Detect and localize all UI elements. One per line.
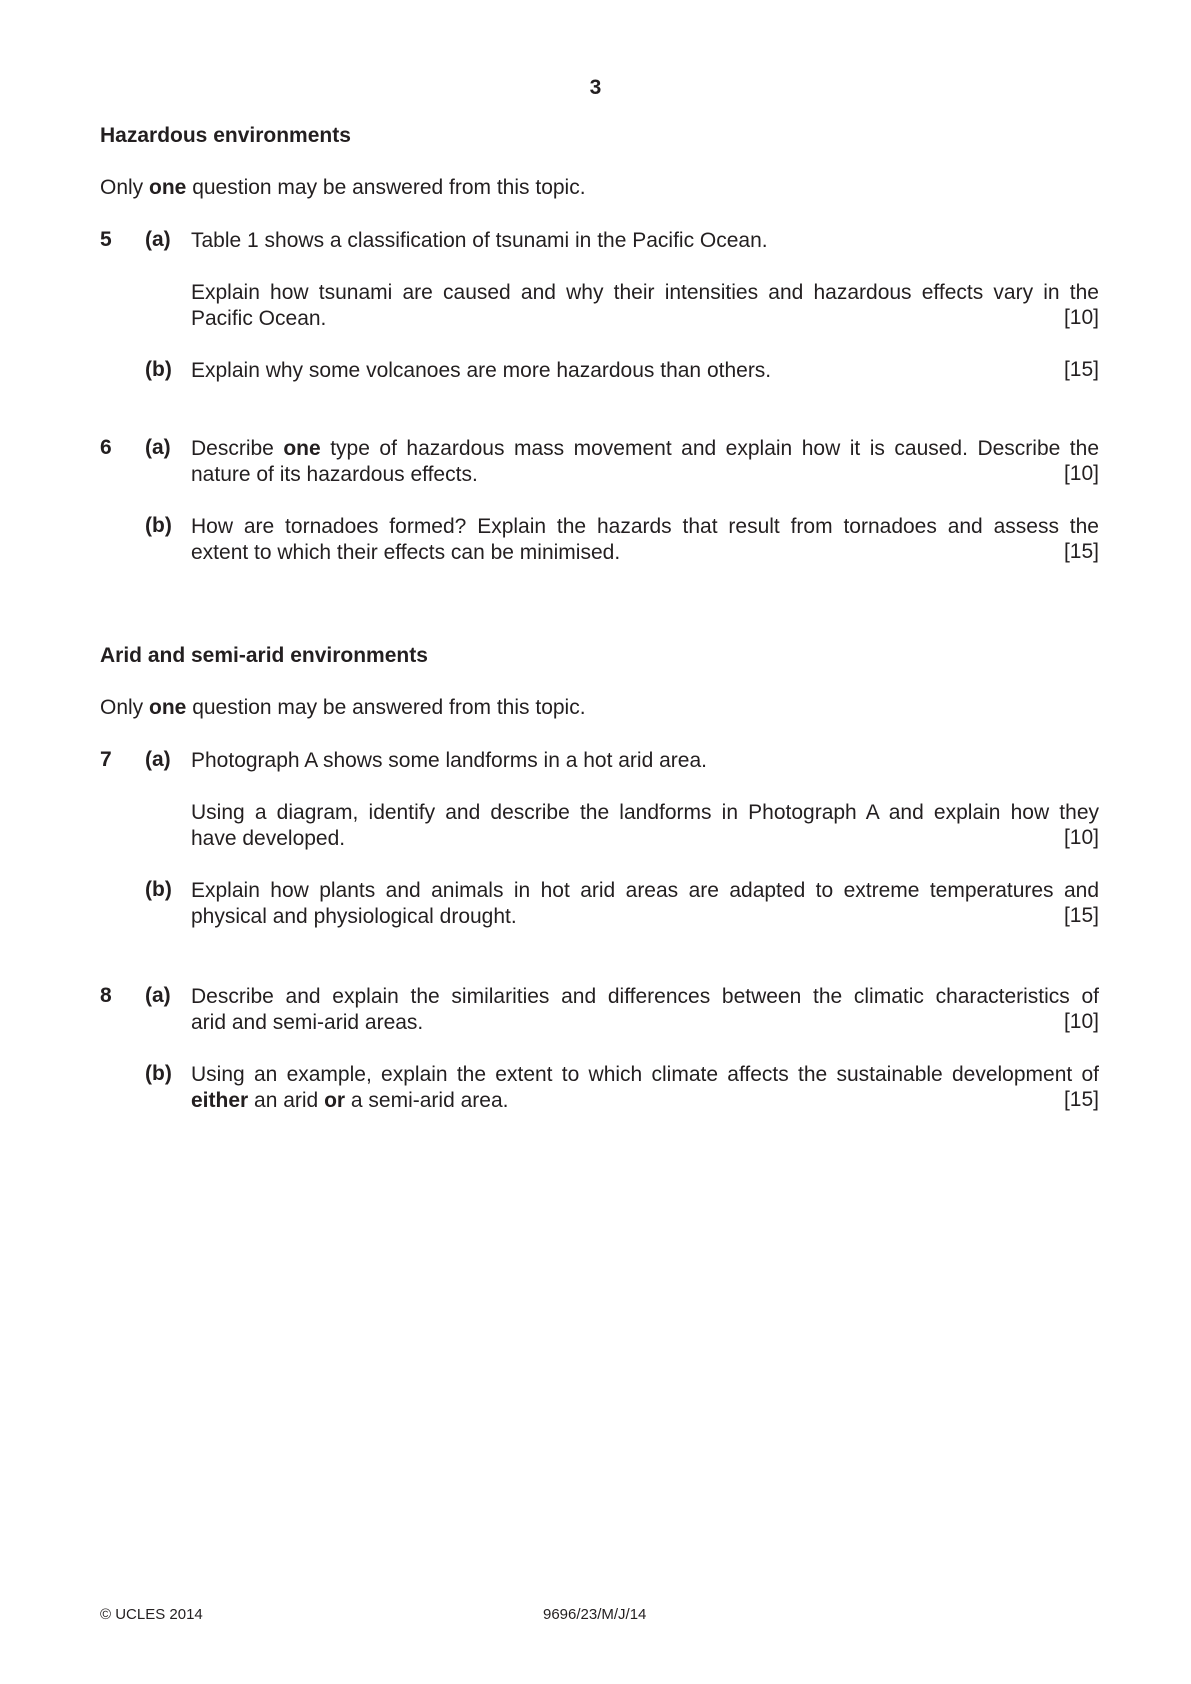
question-number-7: 7: [100, 748, 112, 771]
marks-6a: [10]: [1063, 462, 1099, 485]
text-line: How are tornadoes formed? Explain the hazards that result from tornadoes and assess the: [191, 515, 1099, 538]
text-bold: one: [283, 437, 321, 460]
section-intro-hazardous: [100, 176, 586, 200]
text-bold: or: [324, 1089, 346, 1112]
marks-8b: [15]: [1063, 1088, 1099, 1111]
marks-5b: [15]: [1063, 358, 1099, 381]
intro-bold: one: [149, 176, 187, 199]
marks-7b: [15]: [1063, 904, 1099, 927]
text-line: Using a diagram, identify and describe the landforms in Photograph A and explain how they: [191, 801, 1099, 824]
part-label-5b: (b): [145, 358, 172, 381]
section-heading-hazardous: Hazardous environments: [100, 124, 351, 147]
question-7a-stem: Photograph A shows some landforms in a hot arid area.: [191, 749, 707, 772]
marks-6b: [15]: [1063, 540, 1099, 563]
text-run: Describe: [191, 437, 284, 460]
marks-8a: [10]: [1063, 1010, 1099, 1033]
text-line: physical and physiological drought.: [191, 905, 517, 928]
question-7a-text: [191, 800, 1099, 852]
text-run: a semi-arid area.: [345, 1089, 509, 1112]
text-line: extent to which their effects can be minimised.: [191, 541, 621, 564]
footer-paper-code: 9696/23/M/J/14: [543, 1606, 647, 1623]
text-line: have developed.: [191, 827, 346, 850]
question-5a-stem: Table 1 shows a classification of tsunami in the Pacific Ocean.: [191, 229, 768, 252]
intro-text: question may be answered from this topic.: [186, 176, 586, 199]
text-line: [191, 1088, 1099, 1114]
question-8b-text: [191, 1062, 1099, 1114]
section-intro-arid: [100, 696, 586, 720]
question-5b-text: Explain why some volcanoes are more hazardous than others.: [191, 359, 772, 382]
question-8a-text: [191, 984, 1099, 1036]
intro-text: Only: [100, 176, 150, 199]
text-line: [191, 436, 1099, 462]
text-line: nature of its hazardous effects.: [191, 463, 478, 486]
text-line: arid and semi-arid areas.: [191, 1011, 424, 1034]
text-run: an arid: [248, 1089, 325, 1112]
question-7b-text: [191, 878, 1099, 930]
question-6b-text: [191, 514, 1099, 566]
text-run: type of hazardous mass movement and explain how it is caused. Describe the: [320, 437, 1099, 460]
footer-copyright: © UCLES 2014: [100, 1606, 203, 1623]
page-number: 3: [589, 76, 602, 99]
question-number-6: 6: [100, 436, 112, 459]
part-label-7b: (b): [145, 878, 172, 901]
part-label-8b: (b): [145, 1062, 172, 1085]
marks-7a: [10]: [1063, 826, 1099, 849]
text-line: Explain how plants and animals in hot arid areas are adapted to extreme temperatures and: [191, 879, 1099, 902]
question-6a-text: [191, 436, 1099, 488]
text-line: Describe and explain the similarities and differences between the climatic characteristics of: [191, 985, 1099, 1008]
question-number-5: 5: [100, 228, 112, 251]
text-line: Using an example, explain the extent to which climate affects the sustainable development of: [191, 1063, 1099, 1086]
part-label-8a: (a): [145, 984, 171, 1007]
text-line: Explain how tsunami are caused and why their intensities and hazardous effects vary in the: [191, 281, 1099, 304]
part-label-6a: (a): [145, 436, 171, 459]
intro-text: question may be answered from this topic.: [186, 696, 586, 719]
text-bold: either: [191, 1089, 249, 1112]
intro-bold: one: [149, 696, 187, 719]
question-number-8: 8: [100, 984, 112, 1007]
marks-5a: [10]: [1063, 306, 1099, 329]
section-heading-arid: Arid and semi-arid environments: [100, 644, 428, 667]
part-label-7a: (a): [145, 748, 171, 771]
question-5a-text: [191, 280, 1099, 332]
text-line: Pacific Ocean.: [191, 307, 327, 330]
part-label-6b: (b): [145, 514, 172, 537]
part-label-5a: (a): [145, 228, 171, 251]
intro-text: Only: [100, 696, 150, 719]
